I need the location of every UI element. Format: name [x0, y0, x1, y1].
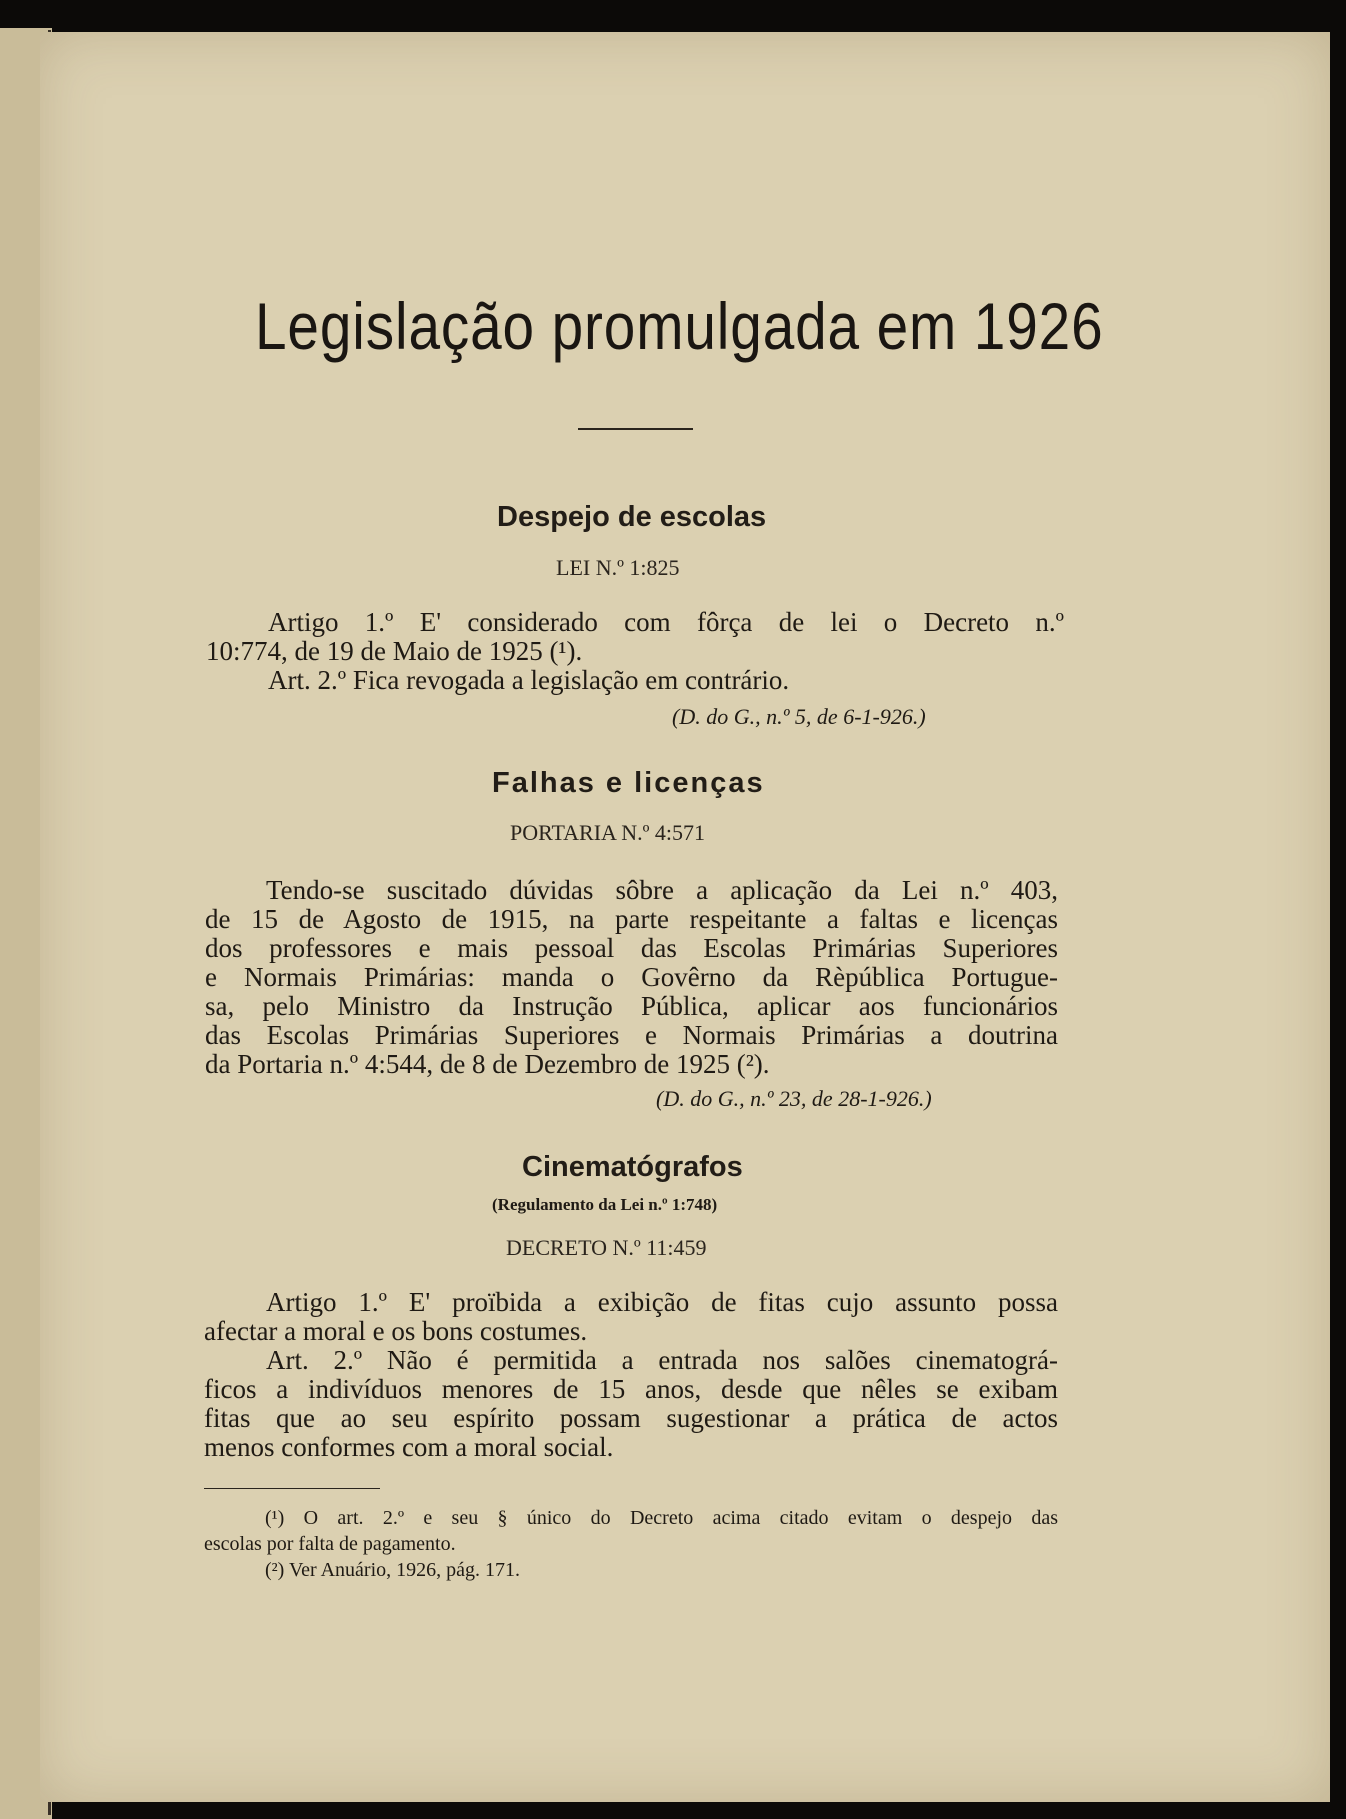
source-citation: (D. do G., n.º 5, de 6-1-926.) — [672, 704, 926, 729]
paragraph-line: sa, pelo Ministro da Instrução Pública, aplicar aos funcionários — [205, 991, 1058, 1021]
source-citation: (D. do G., n.º 23, de 28-1-926.) — [656, 1086, 932, 1111]
page-title: Legislação promulgada em 1926 — [255, 289, 1104, 363]
footnote-line: escolas por falta de pagamento. — [204, 1533, 456, 1555]
paragraph-line: da Portaria n.º 4:544, de 8 de Dezembro de 1925 (²). — [205, 1049, 770, 1079]
section-subheading-portaria: PORTARIA N.º 4:571 — [510, 820, 706, 845]
title-rule — [578, 428, 693, 430]
section-subheading-lei: LEI N.º 1:825 — [556, 555, 680, 580]
paragraph-line: Art. 2.º Fica revogada a legislação em contrário. — [268, 665, 790, 695]
paragraph-line: 10:774, de 19 de Maio de 1925 (¹). — [206, 636, 583, 666]
footnote-line: (²) Ver Anuário, 1926, pág. 171. — [265, 1559, 521, 1581]
paragraph-line: das Escolas Primárias Superiores e Normais Primárias a doutrina — [205, 1020, 1058, 1050]
section-heading-cinematografos: Cinematógrafos — [522, 1151, 743, 1183]
paragraph-line: de 15 de Agosto de 1915, na parte respeitante a faltas e licenças — [205, 904, 1058, 934]
paragraph-line: Tendo-se suscitado dúvidas sôbre a aplicação da Lei n.º 403, — [266, 875, 1058, 905]
footnote-line: (¹) O art. 2.º e seu § único do Decreto acima citado evitam o despejo das — [265, 1507, 1058, 1529]
paragraph-line: afectar a moral e os bons costumes. — [204, 1316, 588, 1346]
paragraph-line: fitas que ao seu espírito possam sugestionar a prática de actos — [204, 1403, 1058, 1433]
paragraph-line: menos conformes com a moral social. — [204, 1432, 614, 1462]
section-subheading-decreto: DECRETO N.º 11:459 — [506, 1235, 707, 1260]
section-heading-despejo: Despejo de escolas — [497, 501, 767, 533]
footnote-rule — [204, 1488, 380, 1489]
section-note: (Regulamento da Lei n.º 1:748) — [492, 1195, 718, 1214]
paragraph-line: Artigo 1.º E' considerado com fôrça de lei o Decreto n.º — [268, 607, 1064, 637]
paragraph-line: ficos a indivíduos menores de 15 anos, desde que nêles se exibam — [204, 1374, 1058, 1404]
paragraph-line: e Normais Primárias: manda o Govêrno da Rèpública Portugue- — [205, 962, 1058, 992]
paragraph-line: dos professores e mais pessoal das Escolas Primárias Superiores — [205, 933, 1058, 963]
paragraph-line: Artigo 1.º E' proïbida a exibição de fitas cujo assunto possa — [266, 1287, 1058, 1317]
section-heading-falhas: Falhas e licenças — [492, 767, 765, 799]
paragraph-line: Art. 2.º Não é permitida a entrada nos salões cinematográ- — [266, 1345, 1058, 1375]
